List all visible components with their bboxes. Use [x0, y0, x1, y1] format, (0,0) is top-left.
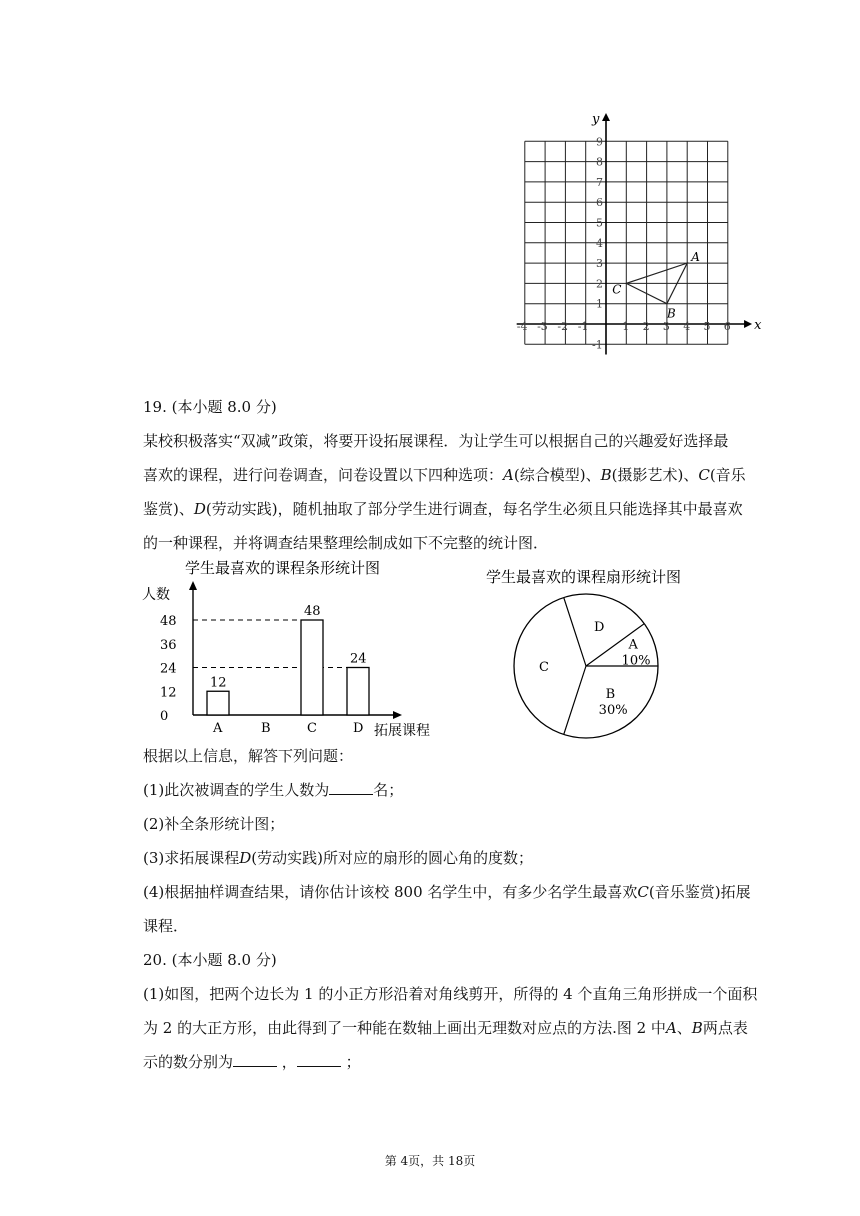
y-tick-label: 5 — [596, 216, 603, 230]
option-d-letter: D — [239, 849, 252, 867]
q19-sub-2: (2)补全条形统计图； — [143, 815, 285, 833]
q19-paragraph-line-1: 某校积极落实“双减”政策，将要开设拓展课程．为让学生可以根据自己的兴趣爱好选择最 — [143, 432, 729, 450]
tick-labels — [517, 112, 762, 351]
pie-chart — [480, 560, 700, 740]
bar-chart-title: 学生最喜欢的课程条形统计图 — [185, 559, 381, 577]
text: 为 2 的大正方形，由此得到了一种能在数轴上画出无理数对应点的方法.图 2 中 — [143, 1019, 666, 1037]
bar-chart-xlabel: 拓展课程 — [374, 723, 430, 739]
pie-chart-title: 学生最喜欢的课程扇形统计图 — [486, 568, 682, 586]
y-tick-label: 9 — [596, 135, 603, 149]
answer-blank-2 — [297, 1052, 341, 1067]
y-tick-label: 3 — [596, 257, 603, 271]
point-label-b: B — [666, 306, 676, 321]
grid-lines — [525, 141, 728, 344]
x-tick-label: 5 — [703, 320, 711, 333]
x-tick-label: 2 — [642, 320, 650, 333]
q20-paragraph-line-3 — [143, 1052, 361, 1072]
y-tick-label: 6 — [596, 196, 603, 210]
pie-slice-label-d: D — [593, 620, 605, 636]
q19-header: 19. (本小题 8.0 分) — [143, 398, 277, 416]
option-c-letter: C — [637, 883, 649, 901]
axes — [517, 113, 752, 354]
y-tick-label: 1 — [596, 297, 603, 311]
text: (音乐鉴赏)拓展 — [648, 883, 751, 901]
y-axis-label: y — [592, 111, 600, 127]
bar-c — [301, 620, 323, 715]
y-tick-label: 2 — [596, 277, 603, 291]
bar-y-tick-label: 36 — [160, 637, 177, 653]
bar-y-tick-label: 24 — [160, 661, 177, 677]
pie-slice-label-b: B — [605, 686, 616, 702]
text: 鉴赏)、 — [143, 500, 194, 518]
bar-y-tick-label: 0 — [160, 709, 169, 724]
bar-y-axis-arrow — [189, 581, 197, 590]
point-label-a: A — [691, 250, 700, 265]
bar-category-label-d: D — [353, 721, 364, 736]
text: (音乐 — [709, 466, 746, 484]
x-tick-label: -4 — [516, 320, 528, 333]
q20-paragraph-line-1: (1)如图，把两个边长为 1 的小正方形沿着对角线剪开，所得的 4 个直角三角形拼成一个面积 — [143, 985, 758, 1003]
answer-blank-1 — [233, 1052, 277, 1067]
text: (综合模型)、 — [513, 466, 601, 484]
bar-category-label-b: B — [261, 721, 271, 736]
x-axis-label: x — [754, 318, 762, 333]
text: (4)根据抽样调查结果，请你估计该校 800 名学生中，有多少名学生最喜欢 — [143, 883, 638, 901]
answer-blank — [329, 780, 373, 795]
q19-paragraph-line-3 — [143, 499, 743, 519]
q19-sub-3 — [143, 848, 533, 868]
y-tick-label: 8 — [596, 155, 603, 169]
q19-sub-4-line-2: 课程． — [143, 917, 189, 935]
bar-y-tick-label: 12 — [160, 685, 177, 701]
q19-paragraph-line-2 — [143, 465, 746, 485]
x-tick-label: -2 — [557, 320, 569, 333]
bar-data-label-a: 12 — [210, 675, 227, 691]
point-b-letter: B — [691, 1019, 703, 1037]
text: 喜欢的课程，进行问卷调查，问卷设置以下四种选项： — [143, 466, 504, 484]
coordinate-grid-figure — [500, 100, 770, 360]
x-tick-label: 3 — [662, 320, 670, 333]
q19-sub-1 — [143, 780, 403, 800]
q19-after-charts: 根据以上信息，解答下列问题： — [143, 747, 354, 765]
bar-d — [347, 668, 369, 716]
option-a-letter: A — [503, 466, 514, 484]
x-tick-label: -1 — [577, 320, 589, 333]
bar-y-tick-label: 48 — [160, 614, 177, 629]
bar-a — [207, 691, 229, 715]
text: 两点表 — [702, 1019, 748, 1037]
page-footer: 第 4页，共 18页 — [384, 1154, 476, 1168]
option-b-letter: B — [600, 466, 612, 484]
bar-category-label-c: C — [307, 721, 317, 736]
pie-slice-percent-a: 10% — [621, 653, 651, 669]
pie-slice-label-c: C — [539, 660, 549, 675]
bar-chart — [142, 555, 450, 745]
text: 、 — [676, 1019, 692, 1037]
text: (劳动实践)，随机抽取了部分学生进行调查，每名学生必须且只能选择其中最喜欢 — [205, 500, 743, 518]
text: (劳动实践)所对应的扇形的圆心角的度数； — [251, 849, 533, 867]
option-c-letter: C — [698, 466, 710, 484]
text: (1)此次被调查的学生人数为 — [143, 781, 330, 799]
x-tick-label: 4 — [683, 320, 691, 333]
pie-slice-label-a: A — [628, 637, 638, 653]
q19-paragraph-line-4: 的一种课程，并将调查结果整理绘制成如下不完整的统计图． — [143, 534, 549, 552]
q19-sub-4 — [143, 882, 751, 902]
bar-x-axis-arrow — [393, 711, 402, 719]
x-tick-label: 6 — [723, 320, 731, 333]
pie-slice-percent-b: 30% — [598, 702, 628, 718]
point-label-c: C — [612, 282, 622, 297]
text: ； — [345, 1053, 361, 1071]
text: 示的数分别为 — [143, 1053, 234, 1071]
x-tick-label: -3 — [537, 320, 548, 333]
bar-data-label-c: 48 — [304, 604, 321, 619]
text: ， — [281, 1053, 297, 1071]
text: (摄影艺术)、 — [611, 466, 699, 484]
y-tick-label: -1 — [592, 338, 603, 352]
text: 名； — [373, 781, 404, 799]
bar-category-label-a: A — [213, 721, 223, 736]
text: (3)求拓展课程 — [143, 849, 240, 867]
option-d-letter: D — [193, 500, 206, 518]
q20-header: 20. (本小题 8.0 分) — [143, 951, 277, 969]
y-tick-label: 7 — [596, 175, 603, 189]
x-tick-label: 1 — [622, 320, 630, 333]
point-a-letter: A — [665, 1019, 677, 1037]
x-axis-arrow — [744, 320, 752, 328]
y-axis-arrow — [602, 113, 610, 121]
y-tick-label: 4 — [596, 236, 603, 250]
q20-paragraph-line-2 — [143, 1018, 748, 1038]
bar-chart-ylabel: 人数 — [142, 587, 170, 603]
bar-data-label-d: 24 — [350, 651, 367, 667]
